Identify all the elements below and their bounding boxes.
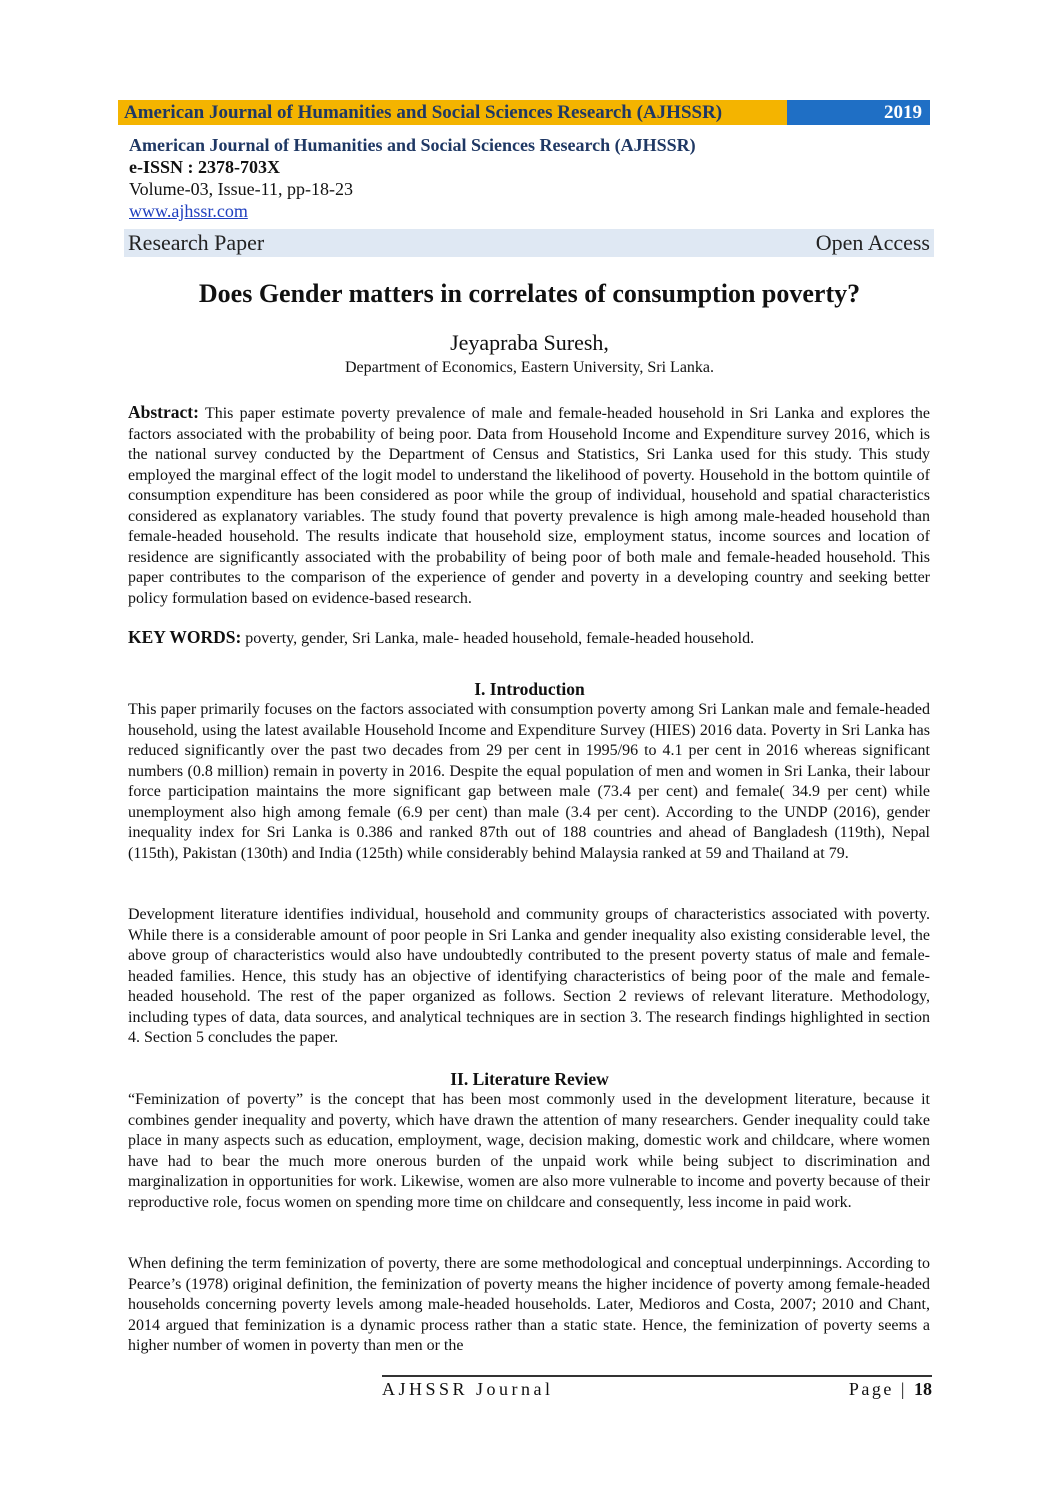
literature-review-heading: II. Literature Review bbox=[450, 1069, 609, 1089]
abstract-label: Abstract: bbox=[128, 402, 199, 422]
open-access-label: Open Access bbox=[815, 230, 930, 255]
paper-author: Jeyapraba Suresh, bbox=[450, 330, 609, 355]
keywords-label: KEY WORDS: bbox=[128, 627, 242, 647]
author-affiliation: Department of Economics, Eastern University, Sri Lanka. bbox=[344, 359, 715, 376]
abstract bbox=[128, 402, 930, 609]
journal-title: American Journal of Humanities and Social Sciences Research (AJHSSR) bbox=[129, 135, 696, 155]
journal-band-title: American Journal of Humanities and Social Sciences Research (AJHSSR) bbox=[118, 100, 787, 125]
page-footer bbox=[382, 1375, 932, 1400]
footer-page bbox=[849, 1379, 932, 1400]
paper-type-label: Research Paper bbox=[128, 230, 265, 255]
footer-journal: AJHSSR Journal bbox=[382, 1379, 554, 1399]
journal-eissn: e-ISSN : 2378-703X bbox=[129, 157, 280, 177]
journal-header-band bbox=[118, 100, 930, 125]
literature-paragraph: When defining the term feminization of poverty, there are some methodological and conceptual underpinnings. According to Pearce’s (1978) original definition, the feminization of poverty means the higher incidence of poverty among female-headed households concerning poverty levels among male-headed households. Later, Medioros and Costa, 2007; 2010 and Chant, 2014 argued that feminization is a dynamic process rather than a static state. Hence, the feminization of poverty seems a higher number of women in poverty than men or the bbox=[128, 1255, 930, 1354]
journal-volume: Volume-03, Issue-11, pp-18-23 bbox=[129, 179, 353, 199]
keywords-text: poverty, gender, Sri Lanka, male- headed household, female-headed household. bbox=[241, 630, 755, 647]
footer-page-number: 18 bbox=[914, 1379, 932, 1399]
footer-page-label: Page | bbox=[848, 1379, 914, 1399]
research-paper-band bbox=[124, 229, 934, 257]
introduction-heading: I. Introduction bbox=[474, 679, 585, 699]
journal-website-link[interactable]: www.ajhssr.com bbox=[129, 201, 248, 221]
abstract-text: This paper estimate poverty prevalence of male and female-headed household in Sri Lanka and explores the factors associated with the probability of being poor. Data from Household Income and Expenditure survey 2016, which is the national survey conducted by the Department of Census and Statistics, Sri Lanka used for this study. This study employed the marginal effect of the logit model to understand the likelihood of poverty. Household in the bottom quintile of consumption expenditure has been considered as poor while the group of individual, household and spatial characteristics considered as explanatory variables. The study found that poverty prevalence is high among male-headed household than female-headed household. The results indicate that household size, employment status, income sources and location of residence are significantly associated with the probability of being poor of both male and female-headed household. This paper contributes to the comparison of the experience of gender and poverty in a developing country and seeking better policy formulation based on evidence-based research. bbox=[128, 405, 930, 607]
paper-title: Does Gender matters in correlates of consumption poverty? bbox=[198, 279, 861, 308]
introduction-paragraph: Development literature identifies individual, household and community groups of characteristics associated with poverty. While there is a considerable amount of poor people in Sri Lanka and gender inequality also existing considerable level, the above group of characteristics would also have undoubtedly contributed to the present poverty status of male and female-headed families. Hence, this study has an objective of identifying characteristics of being poor of the male and female-headed household. The rest of the paper organized as follows. Section 2 reviews of relevant literature. Methodology, including types of data, data sources, and analytical techniques are in section 3. The research findings highlighted in section 4. Section 5 concludes the paper. bbox=[128, 906, 930, 1046]
keywords bbox=[128, 627, 930, 650]
journal-band-year: 2019 bbox=[787, 100, 930, 125]
journal-info bbox=[129, 134, 929, 222]
introduction-paragraph: This paper primarily focuses on the factors associated with consumption poverty among Sri Lankan male and female-headed household, using the latest available Household Income and Expenditure Survey (HIES) 2016 data. Poverty in Sri Lanka has reduced significantly over the past two decades from 29 per cent in 1995/96 to 4.1 per cent in 2016 whereas significant numbers (0.8 million) remain in poverty in 2016. Despite the equal population of men and women in Sri Lanka, their labour force participation maintains the more significant gap between male (73.4 per cent) and female( 34.9 per cent) while unemployment also high among female (6.9 per cent) than male (3.4 per cent). According to the UNDP (2016), gender inequality index for Sri Lanka is 0.386 and ranked 87th out of 188 countries and ahead of Bangladesh (119th), Nepal (115th), Pakistan (130th) and India (125th) while considerably behind Malaysia ranked at 59 and Thailand at 79. bbox=[128, 701, 930, 862]
literature-paragraph: “Feminization of poverty” is the concept that has been most commonly used in the development literature, because it combines gender inequality and poverty, which have drawn the attention of many researchers. Gender inequality could take place in many aspects such as education, employment, wage, decision making, domestic work and childcare, where women have had to bear the much more onerous burden of the unpaid work while being subject to discrimination and marginalization in opportunities for work. Likewise, women are also more vulnerable to income and poverty because of their reproductive role, focus women on spending more time on childcare and consequently, less income in paid work. bbox=[128, 1091, 930, 1211]
